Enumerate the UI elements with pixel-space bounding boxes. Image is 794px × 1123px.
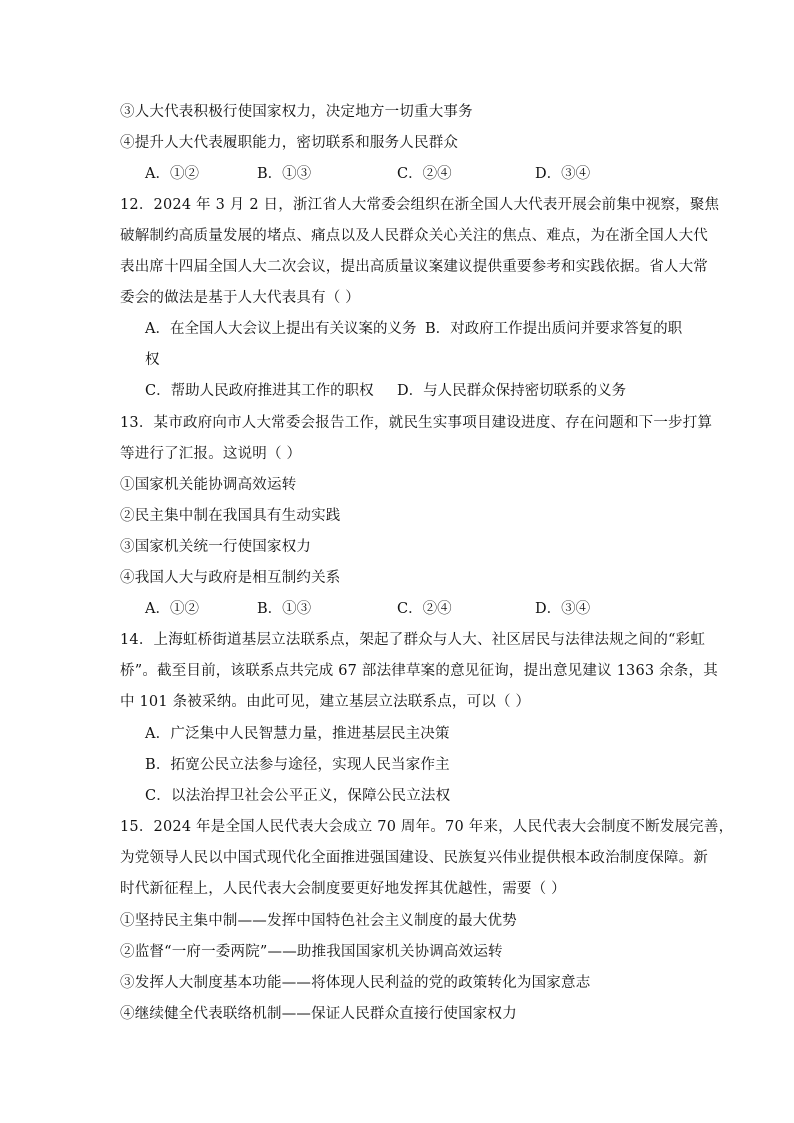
q12-options-ab [145,318,683,340]
q13-stem-line-1: 13．某市政府向市人大常委会报告工作，就民生实事项目建设进度、存在问题和下一步打算 [120,415,713,431]
q13-choice-a: A．①② [145,601,199,617]
q14-option-c: C．以法治捍卫社会公平正义，保障公民立法权 [145,788,451,804]
q12-option-b-continued: 权 [145,352,160,368]
q15-option-4: ④继续健全代表联络机制——保证人民群众直接行使国家权力 [120,1006,517,1022]
q15-stem-line-2: 为党领导人民以中国式现代化全面推进强国建设、民族复兴伟业提供根本政治制度保障。新 [120,850,708,866]
q15-option-1: ①坚持民主集中制——发挥中国特色社会主义制度的最大优势 [120,913,517,929]
q13-choice-d: D．③④ [535,601,591,617]
q12-stem-line-1: 12．2024 年 3 月 2 日，浙江省人大常委会组织在浙全国人大代表开展会前集中视察，聚焦 [120,197,720,213]
q12-option-d: D．与人民群众保持密切联系的义务 [397,383,627,399]
q12-option-c: C．帮助人民政府推进其工作的职权 [145,383,374,399]
q14-stem-line-1: 14．上海虹桥街道基层立法联系点，架起了群众与人大、社区居民与法律法规之间的“彩虹 [120,632,706,648]
q13-option-3: ③国家机关统一行使国家权力 [120,539,312,555]
q13-option-1: ①国家机关能协调高效运转 [120,477,297,493]
q12-option-b: B．对政府工作提出质问并要求答复的职 [425,321,683,337]
q11-choices [145,163,665,185]
q13-choices [145,598,665,620]
q13-choice-b: B．①③ [257,601,312,617]
q11-choice-b: B．①③ [257,166,312,182]
q12-stem-line-2: 破解制约高质量发展的堵点、痛点以及人民群众关心关注的焦点、难点，为在浙全国人大代 [120,228,708,244]
q11-option-3: ③人大代表积极行使国家权力，决定地方一切重大事务 [120,104,473,120]
q12-option-a: A．在全国人大会议上提出有关议案的义务 [145,321,417,337]
q13-choice-c: C．②④ [397,601,452,617]
q11-choice-c: C．②④ [397,166,452,182]
q14-option-b: B．拓宽公民立法参与途径，实现人民当家作主 [145,757,450,773]
q12-stem-line-4: 委会的做法是基于人大代表具有（ ） [120,290,361,306]
q15-option-2: ②监督“一府一委两院”——助推我国国家机关协调高效运转 [120,944,503,960]
q14-option-a: A．广泛集中人民智慧力量，推进基层民主决策 [145,726,450,742]
q12-stem-line-3: 表出席十四届全国人大二次会议，提出高质量议案建议提供重要参考和实践依据。省人大常 [120,259,708,275]
q15-stem-line-1: 15．2024 年是全国人民代表大会成立 70 周年。70 年来，人民代表大会制度不断发展完善， [120,819,734,835]
q15-option-3: ③发挥人大制度基本功能——将体现人民利益的党的政策转化为国家意志 [120,975,591,991]
q12-options-cd [145,380,665,402]
q11-choice-d: D．③④ [535,166,591,182]
q13-option-2: ②民主集中制在我国具有生动实践 [120,508,341,524]
q11-choice-a: A．①② [145,166,199,182]
q13-stem-line-2: 等进行了汇报。这说明（ ） [120,446,302,462]
q11-option-4: ④提升人大代表履职能力，密切联系和服务人民群众 [120,135,459,151]
q15-stem-line-3: 时代新征程上，人民代表大会制度要更好地发挥其优越性，需要（ ） [120,881,566,897]
q14-stem-line-3: 中 101 条被采纳。由此可见，建立基层立法联系点，可以（ ） [120,694,531,710]
q13-option-4: ④我国人大与政府是相互制约关系 [120,570,341,586]
q14-stem-line-2: 桥”。截至目前，该联系点共完成 67 部法律草案的意见征询，提出意见建议 1363 余条，其 [120,663,718,679]
